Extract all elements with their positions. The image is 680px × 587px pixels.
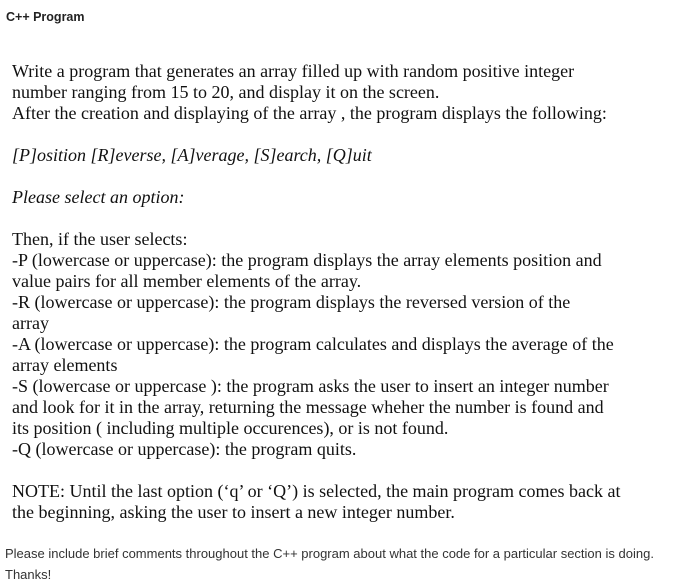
option-line: -S (lowercase or uppercase ): the program asks the user to insert an integer number	[12, 376, 609, 396]
note-line: NOTE: Until the last option (‘q’ or ‘Q’) is selected, the main program comes back at	[12, 481, 621, 501]
footer-note: Please include brief comments throughout the C++ program about what the code for a particular section is doing. Thanks!	[5, 546, 654, 582]
option-line: its position ( including multiple occurences), or is not found.	[12, 418, 449, 438]
intro-line: Write a program that generates an array filled up with random positive integer	[12, 61, 575, 81]
menu-line: [P]osition [R]everse, [A]verage, [S]earch, [Q]uit	[12, 145, 372, 165]
intro-line: After the creation and displaying of the array , the program displays the following:	[12, 103, 607, 123]
option-line: and look for it in the array, returning the message wheher the number is found and	[12, 397, 604, 417]
note-line: the beginning, asking the user to insert a new integer number.	[12, 502, 455, 522]
option-line: Then, if the user selects:	[12, 229, 188, 249]
intro-line: number ranging from 15 to 20, and display it on the screen.	[12, 82, 440, 102]
assignment-image-text	[12, 61, 620, 523]
option-line: -R (lowercase or uppercase): the program displays the reversed version of the	[12, 292, 571, 312]
page-title: C++ Program	[6, 10, 85, 24]
prompt-line: Please select an option:	[12, 187, 185, 207]
option-line: array	[12, 313, 49, 333]
option-line: -Q (lowercase or uppercase): the program quits.	[12, 439, 357, 459]
option-line: -A (lowercase or uppercase): the program calculates and displays the average of the	[12, 334, 614, 354]
option-line: value pairs for all member elements of the array.	[12, 271, 362, 291]
option-line: array elements	[12, 355, 118, 375]
option-line: -P (lowercase or uppercase): the program displays the array elements position and	[12, 250, 602, 270]
